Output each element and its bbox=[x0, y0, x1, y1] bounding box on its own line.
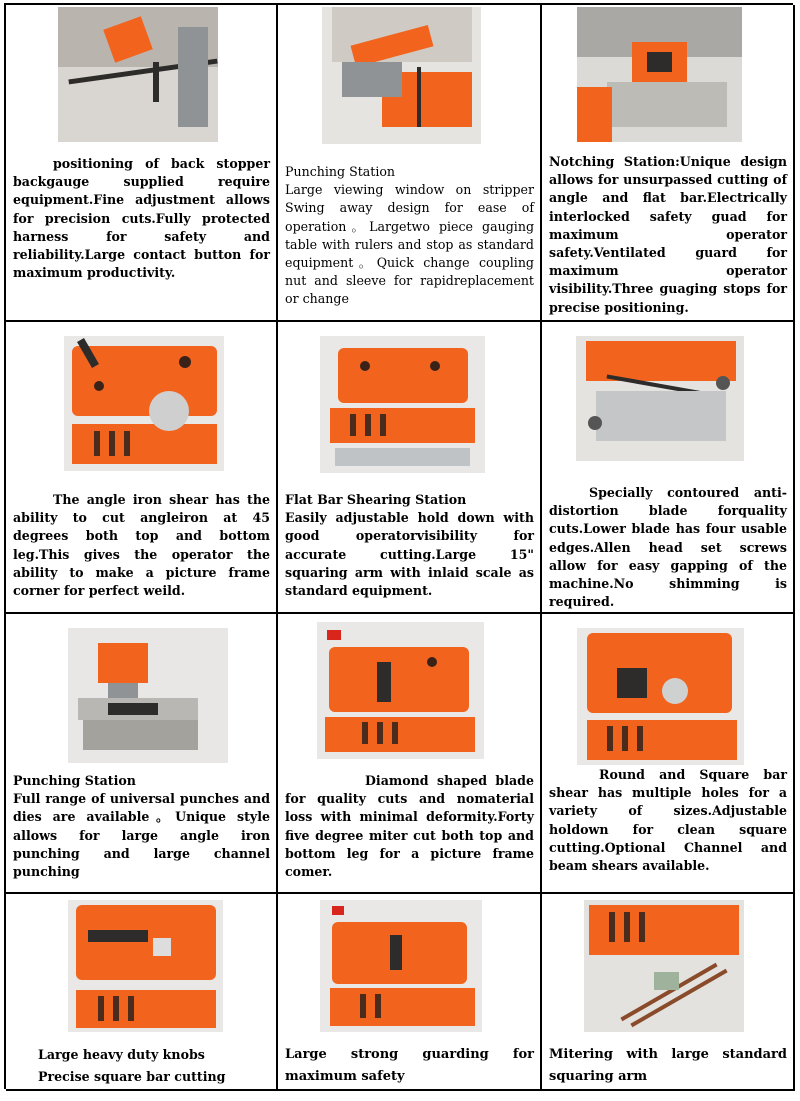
cell-contoured-blade bbox=[542, 322, 795, 614]
flat-bar-shearing-text: Easily adjustable hold down with good operatorvisibility for accurate cutting.Large 15" squaring arm with inlaid scale as standard equipment. bbox=[285, 510, 534, 599]
feature-grid bbox=[4, 3, 793, 1089]
cell-heavy-duty-knobs bbox=[6, 894, 278, 1091]
mitering-text: Mitering with large standard squaring arm bbox=[549, 1047, 787, 1084]
cell-angle-iron-shear bbox=[6, 322, 278, 614]
notching-station-text: Notching Station:Unique design allows for unsurpassed cutting of angle and flat bar.Electrically interlocked safety guad for maximum operator safety.Ventilated guard for maximum operator visibility.Three guaging stops for precise positioning. bbox=[549, 154, 787, 315]
notching-station-photo bbox=[577, 7, 742, 142]
strong-guarding-photo bbox=[320, 900, 482, 1032]
contoured-blade-text: Specially contoured anti-distortion blade forquality cuts.Lower blade has four usable edges.Allen head set screws allow for easy gapping of the machine.No shimming is required. bbox=[549, 485, 787, 610]
punching-station-1-title: Punching Station bbox=[285, 164, 396, 179]
strong-guarding-text: Large strong guarding for maximum safety bbox=[285, 1047, 534, 1084]
flat-bar-shearing-photo bbox=[320, 336, 485, 473]
cell-round-square-bar bbox=[542, 614, 795, 894]
heavy-duty-knobs-line-2: Precise square bar cutting bbox=[38, 1069, 226, 1084]
angle-iron-shear-text: The angle iron shear has the ability to cut angleiron at 45 degrees both top and bottom leg.This gives the operator the ability to make a picture frame corner for perfect weild. bbox=[13, 492, 270, 599]
cell-strong-guarding bbox=[278, 894, 542, 1091]
contoured-blade-photo bbox=[576, 336, 744, 461]
back-stopper-text: positioning of back stopper backgauge supplied require equipment.Fine adjustment allows for precision cuts.Fully protected harness for safety and reliability.Large contact button for maximum productivity. bbox=[13, 156, 270, 281]
mitering-photo bbox=[584, 900, 744, 1032]
flat-bar-shearing-title: Flat Bar Shearing Station bbox=[285, 492, 467, 507]
punching-station-2-photo bbox=[68, 628, 228, 763]
angle-iron-shear-photo bbox=[64, 336, 224, 471]
round-square-bar-text: Round and Square bar shear has multiple holes for a variety of sizes.Adjustable holdown for clean square cutting.Optional Channel and beam shears available. bbox=[549, 767, 787, 874]
diamond-blade-photo bbox=[317, 622, 484, 759]
cell-punching-station-2 bbox=[6, 614, 278, 894]
heavy-duty-knobs-photo bbox=[68, 900, 223, 1032]
cell-diamond-blade bbox=[278, 614, 542, 894]
cell-notching-station bbox=[542, 5, 795, 322]
punching-station-1-text: Large viewing window on stripper Swing away design for ease of operation。Largetwo piece gauging table with rulers and stop as standard equipment。Quick change coupling nut and sleeve for rapidreplacement or change bbox=[285, 182, 534, 307]
punching-station-photo bbox=[322, 7, 481, 144]
diamond-blade-text: Diamond shaped blade for quality cuts and nomaterial loss with minimal deformity.Forty five degree miter cut both top and bottom leg for a picture frame comer. bbox=[285, 773, 534, 880]
cell-punching-station-1 bbox=[278, 5, 542, 322]
cell-back-stopper bbox=[6, 5, 278, 322]
round-square-bar-photo bbox=[577, 628, 744, 765]
punching-station-2-title: Punching Station bbox=[13, 773, 136, 788]
heavy-duty-knobs-line-1: Large heavy duty knobs bbox=[38, 1047, 205, 1062]
back-stopper-photo bbox=[58, 7, 218, 142]
cell-flat-bar-shearing bbox=[278, 322, 542, 614]
cell-mitering bbox=[542, 894, 795, 1091]
punching-station-2-text: Full range of universal punches and dies are available。Unique style allows for large angle iron punching and large channel punching bbox=[13, 791, 270, 880]
